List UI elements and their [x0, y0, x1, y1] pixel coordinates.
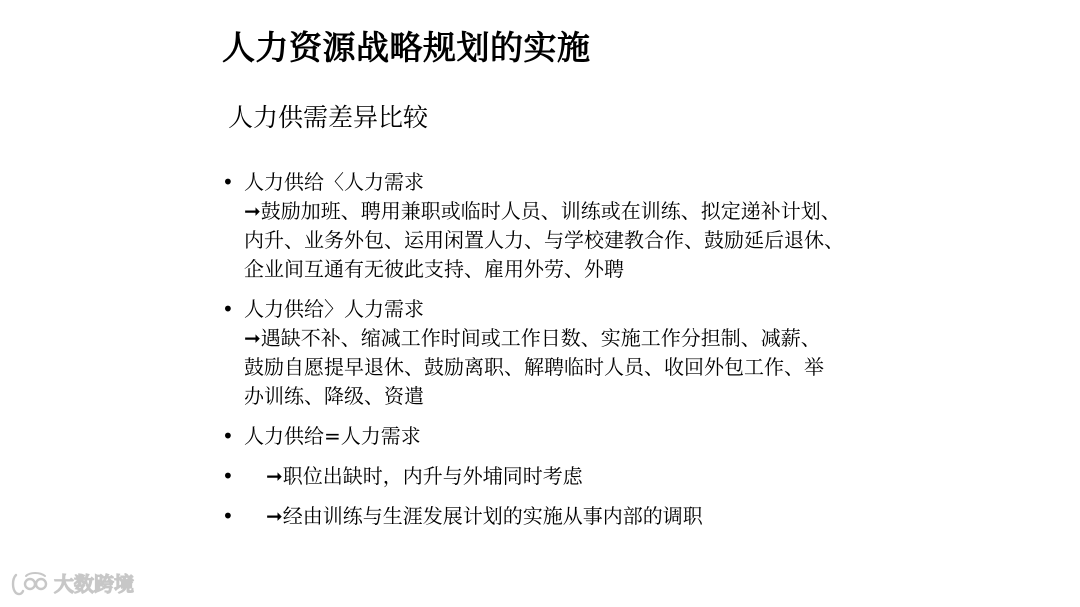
- bullet-text-line: 内升、业务外包、运用闲置人力、与学校建教合作、鼓励延后退休、: [244, 228, 844, 252]
- watermark-text: 大数跨境: [54, 572, 134, 596]
- bullet-list: [218, 168, 938, 542]
- bullet-dot: •: [222, 424, 234, 448]
- watermark: [10, 570, 134, 598]
- bullet-text-line: 企业间互通有无彼此支持、雇用外劳、外聘: [244, 257, 624, 281]
- slide-title: 人力资源战略规划的实施: [222, 28, 591, 67]
- bullet-item-internal-transfer: [218, 502, 938, 531]
- bullet-dot: •: [222, 504, 234, 528]
- bullet-text-line: 鼓励自愿提早退休、鼓励离职、解聘临时人员、收回外包工作、举: [244, 355, 824, 379]
- bullet-text-line: ➞鼓励加班、聘用兼职或临时人员、训练或在训练、拟定递补计划、: [244, 199, 841, 223]
- bullet-text-line: ➞经由训练与生涯发展计划的实施从事内部的调职: [266, 504, 703, 528]
- bullet-heading: 人力供给〈人力需求: [244, 170, 424, 194]
- bullet-heading: 人力供给〉人力需求: [244, 297, 424, 321]
- bullet-item-supply-equals-demand: [218, 422, 938, 451]
- bullet-item-supply-greater-than-demand: [218, 295, 938, 411]
- bullet-dot: •: [222, 170, 234, 194]
- bullet-text-line: ➞职位出缺时，内升与外埔同时考虑: [266, 464, 583, 488]
- bullet-text-line: 办训练、降级、资遣: [244, 384, 424, 408]
- bullet-heading: 人力供给=人力需求: [244, 424, 421, 448]
- bullet-item-vacancy: [218, 462, 938, 491]
- logo-icon: [10, 570, 50, 598]
- slide-subtitle: 人力供需差异比较: [228, 103, 429, 132]
- bullet-dot: •: [222, 297, 234, 321]
- bullet-text-line: ➞遇缺不补、缩减工作时间或工作日数、实施工作分担制、减薪、: [244, 326, 821, 350]
- bullet-dot: •: [222, 464, 234, 488]
- bullet-item-supply-less-than-demand: [218, 168, 938, 284]
